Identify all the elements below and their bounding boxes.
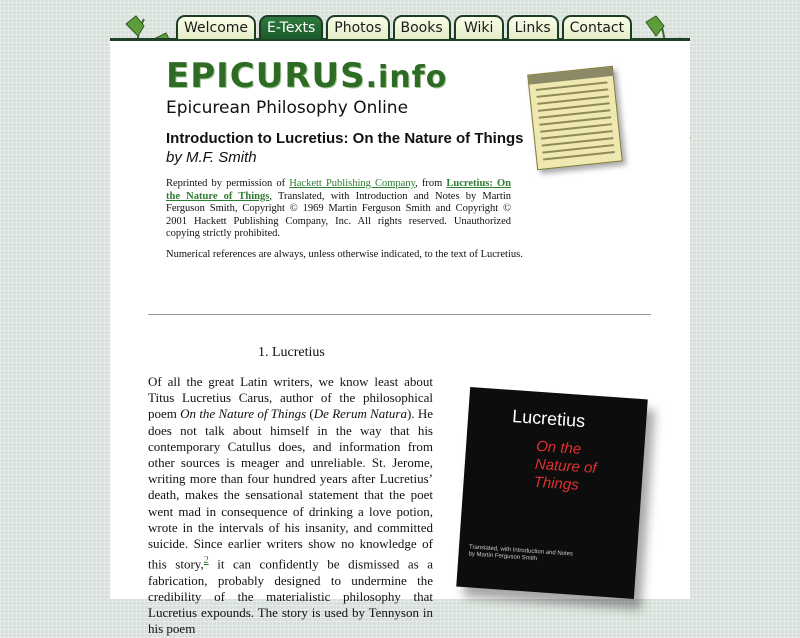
document-thumbnail-image <box>527 66 623 170</box>
paragraph-text: it can confidently be dismissed as a fabrication, probably designed to undermine the credibility of the materialistic philosophy that Lucretius expounds. The story is used by Tennyson in his poem <box>148 556 433 637</box>
book-cover-image[interactable] <box>456 387 648 599</box>
book-cover-title-line: Nature of <box>534 455 598 478</box>
logo-wordmark <box>166 58 447 96</box>
work-title-latin: De Rerum Natura <box>313 406 407 422</box>
site-logo[interactable] <box>166 58 447 118</box>
tab-contact[interactable]: Contact <box>562 15 632 39</box>
book-cover-title-line: Things <box>533 473 580 494</box>
book-cover-title-line: On the <box>535 437 582 458</box>
article-paragraph <box>148 374 433 638</box>
tab-e-texts[interactable]: E-Texts <box>259 15 323 39</box>
paragraph-text: ( <box>306 406 314 422</box>
paragraph-text: ). He does not talk about himself in the way that his contemporary Catullus does, and information from other sources is meager and unreliable. St. Jerome, writing more than four hundred years after Lucretius’ death, makes the sensational statement that the poet went mad in consequence of drinking a love potion, wrote in the intervals of his insanity, and committed suicide. Since earlier writers show no knowledge of this story, <box>148 406 433 572</box>
footnote-link[interactable]: 2 <box>203 555 209 567</box>
paragraph-text: Of all the great Latin writers, we know least about Titus Lucretius Carus, author of the philosophical poem <box>148 374 433 422</box>
logo-domain: .info <box>365 60 448 95</box>
tab-links[interactable]: Links <box>507 15 559 39</box>
book-cover-title <box>533 438 598 496</box>
reference-note: Numerical references are always, unless otherwise indicated, to the text of Lucretius. <box>166 249 523 260</box>
section-heading: 1. Lucretius <box>258 345 325 360</box>
author-byline: by M.F. Smith <box>166 149 257 166</box>
book-link[interactable]: Lucretius: On the Nature of Things <box>166 178 511 202</box>
work-title-english: On the Nature of Things <box>180 406 307 422</box>
permission-middle: , from <box>415 178 447 189</box>
book-cover-credit: Translated, with Introduction and Notes by Martin Ferguson Smith <box>468 544 574 563</box>
logo-name: EPICURUS <box>166 56 366 96</box>
permission-prefix: Reprinted by permission of <box>166 178 290 189</box>
tab-photos[interactable]: Photos <box>326 15 389 39</box>
logo-tagline: Epicurean Philosophy Online <box>166 98 409 118</box>
tab-wiki[interactable]: Wiki <box>454 15 504 39</box>
section-divider <box>148 314 651 315</box>
page-title: Introduction to Lucretius: On the Nature of Things <box>166 130 524 147</box>
tab-books[interactable]: Books <box>393 15 451 39</box>
main-nav <box>176 15 632 39</box>
tab-welcome[interactable]: Welcome <box>176 15 256 39</box>
book-cover-author: Lucretius <box>511 406 586 432</box>
permission-suffix: , Translated, with Introduction and Notes by Martin Ferguson Smith, Copyright © 1969 Martin Ferguson Smith and Copyright © 2001 Hackett Publishing Company, Inc. All rights reserved. Unauthorized copying strictly prohibited. <box>166 190 511 240</box>
publisher-link[interactable]: Hackett Publishing Company <box>289 178 416 189</box>
permission-notice <box>166 178 511 241</box>
